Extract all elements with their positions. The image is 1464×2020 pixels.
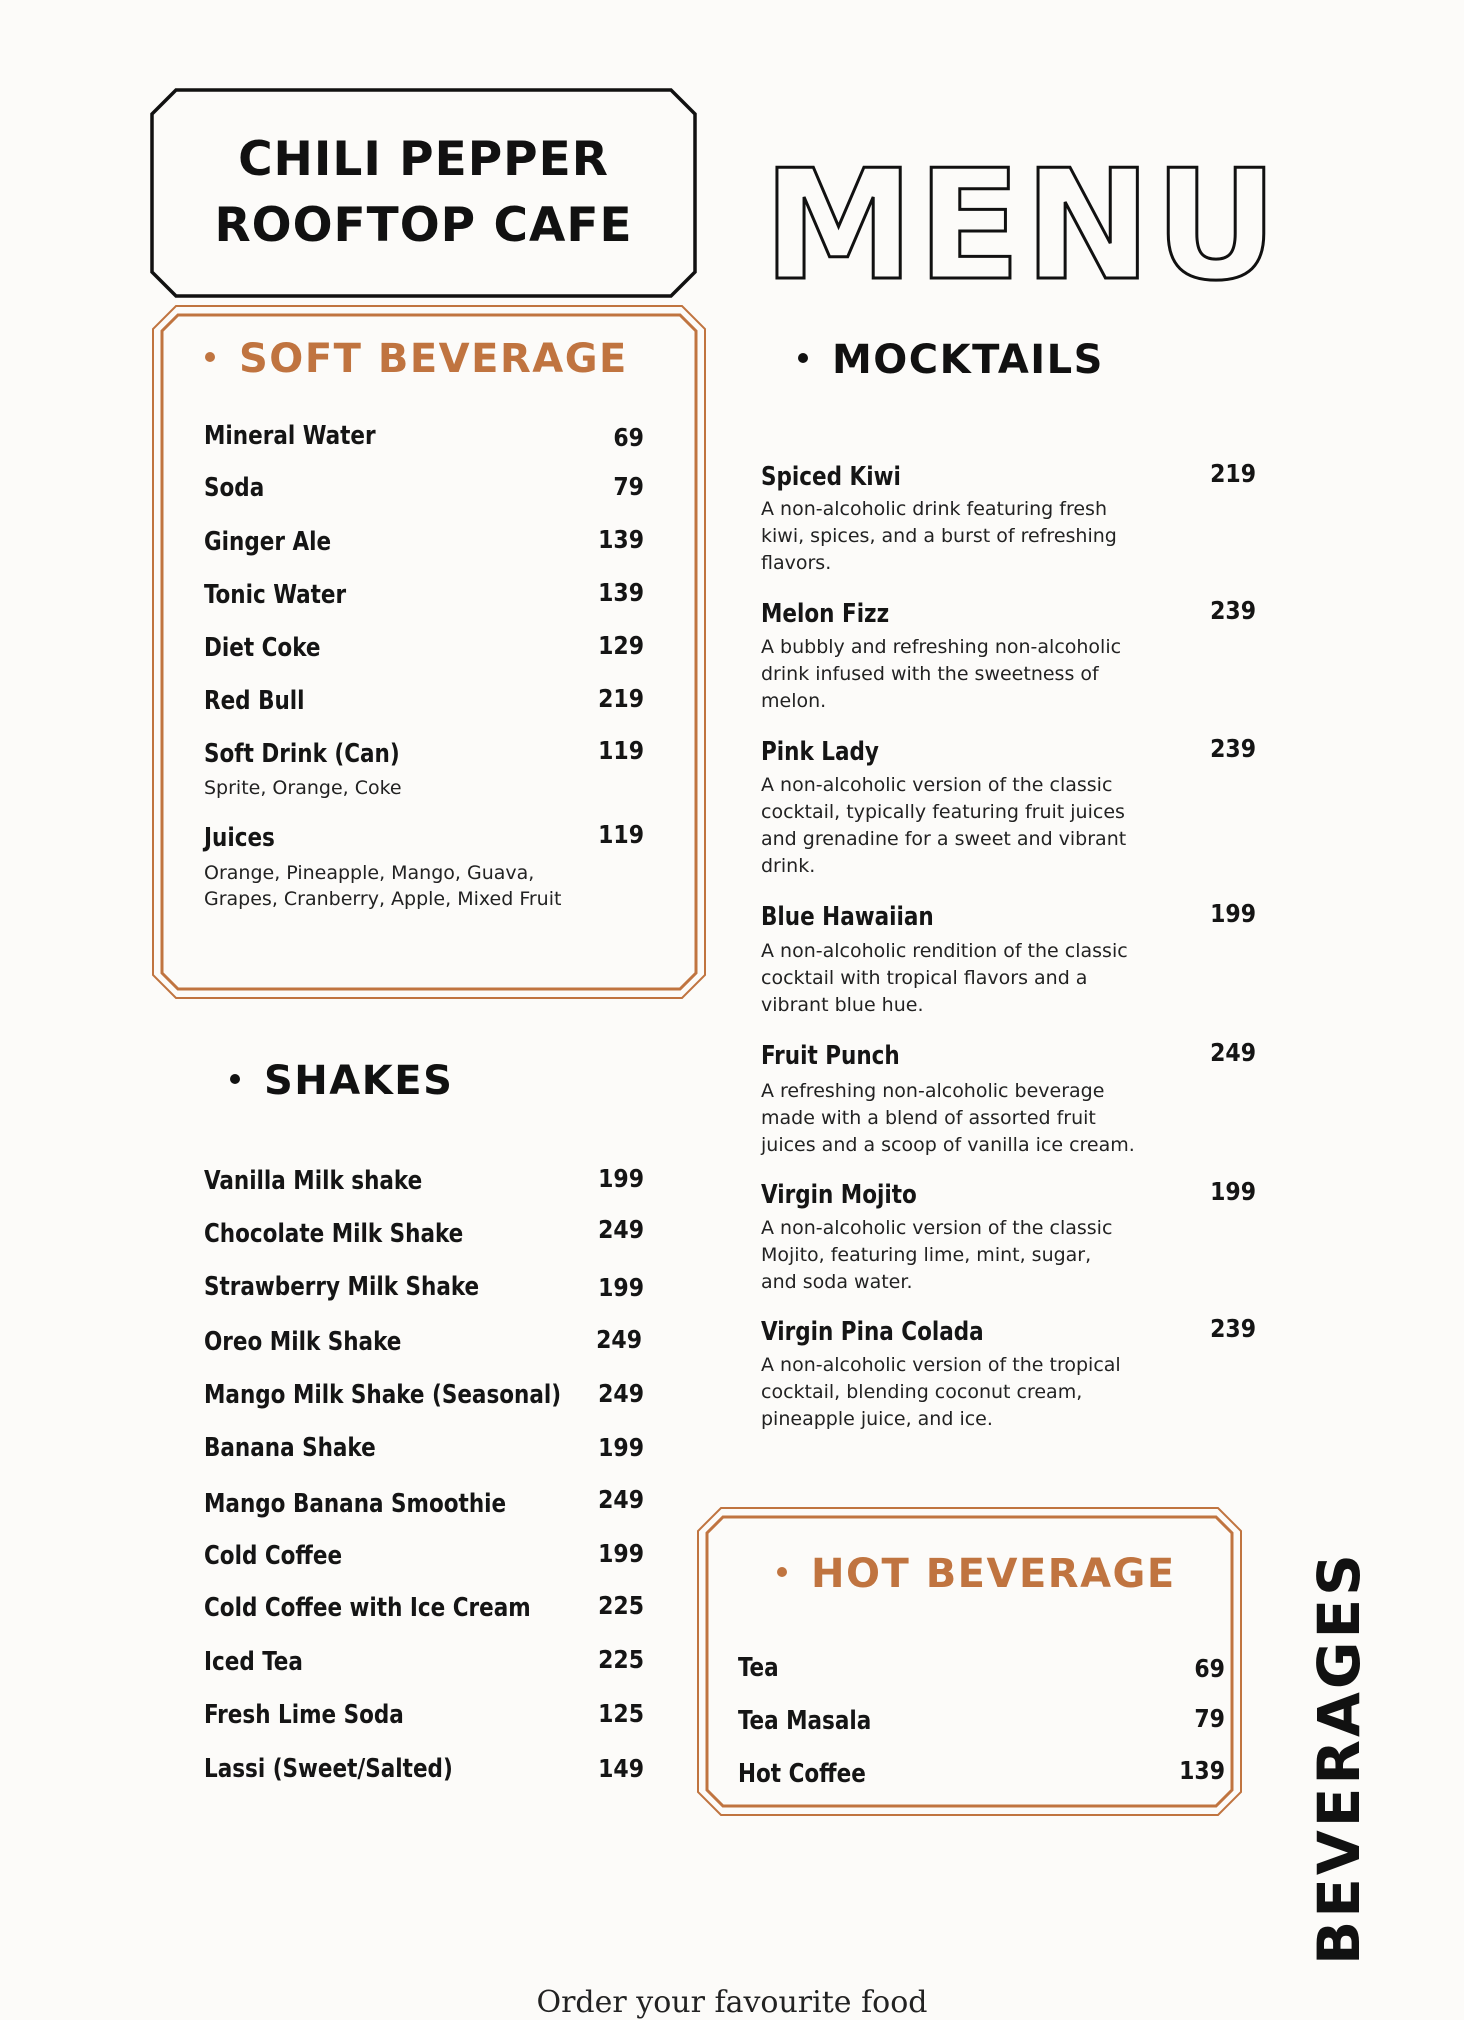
shake-item-name: Strawberry Milk Shake [204,1272,480,1302]
mocktail-description: A non-alcoholic version of the tropical cocktail, blending coconut cream, pineapple juice, and ice. [761,1354,1121,1430]
shake-item-price: 199 [598,1539,644,1568]
bullet-icon [205,352,215,362]
shake-item-price: 225 [598,1591,644,1620]
cafe-name-plaque [150,88,697,298]
soft-item-price: 139 [598,578,644,607]
mocktail-description: A non-alcoholic version of the classic cocktail, typically featuring fruit juices and grenadine for a sweet and vibrant drink. [761,774,1127,877]
mocktails-heading: MOCKTAILS [798,337,1104,383]
mocktail-name: Fruit Punch [761,1041,900,1071]
shake-item-name: Oreo Milk Shake [204,1327,402,1357]
soft-item-name: Mineral Water [204,421,376,451]
soft-item-price: 139 [598,525,644,554]
soft-beverage-heading: SOFT BEVERAGE [205,336,628,382]
mocktail-description: A non-alcoholic rendition of the classic cocktail with tropical flavors and a vibrant blue hue. [761,940,1128,1016]
menu-title: MENU [763,137,1281,314]
shake-item-price: 149 [598,1754,644,1783]
shake-item-price: 225 [598,1645,644,1674]
hot-item-name: Tea Masala [738,1706,872,1736]
mocktail-price: 219 [1210,459,1256,488]
soft-item-name: Red Bull [204,686,305,716]
hot-item-price: 79 [1194,1704,1225,1733]
soft-item-note: Grapes, Cranberry, Apple, Mixed Fruit [204,888,562,910]
soft-item-name: Juices [204,823,275,853]
cafe-name-line2: ROOFTOP CAFE [214,198,633,253]
shake-item-price: 199 [598,1164,644,1193]
soft-item-note: Sprite, Orange, Coke [204,777,402,799]
soft-item-name: Tonic Water [204,580,347,610]
mocktail-name: Virgin Mojito [761,1180,917,1210]
soft-item-price: 69 [613,423,644,452]
soft-item-name: Soda [204,473,265,503]
shake-item-name: Lassi (Sweet/Salted) [204,1754,453,1784]
shake-item-price: 249 [598,1215,644,1244]
mocktail-price: 239 [1210,734,1256,763]
mocktail-description: A non-alcoholic drink featuring fresh kiwi, spices, and a burst of refreshing flavors. [761,498,1117,574]
mocktail-name: Melon Fizz [761,599,890,629]
hot-item-price: 139 [1179,1756,1225,1785]
mocktail-name: Spiced Kiwi [761,462,901,492]
mocktail-description: A refreshing non-alcoholic beverage made with a blend of assorted fruit juices and a scoop of vanilla ice cream. [761,1080,1135,1156]
soft-item-name: Ginger Ale [204,527,332,557]
soft-item-price: 129 [598,631,644,660]
shake-item-price: 249 [598,1379,644,1408]
soft-item-price: 219 [598,684,644,713]
mocktail-price: 249 [1210,1038,1256,1067]
mocktail-description: A bubbly and refreshing non-alcoholic drink infused with the sweetness of melon. [761,636,1122,712]
soft-item-price: 119 [598,736,644,765]
mocktail-name: Virgin Pina Colada [761,1317,984,1347]
mocktail-price: 239 [1210,596,1256,625]
cafe-name-line1: CHILI PEPPER [238,132,609,187]
bullet-icon [798,353,808,363]
mocktail-name: Pink Lady [761,737,879,767]
shake-item-name: Cold Coffee [204,1541,343,1571]
soft-item-name: Diet Coke [204,633,321,663]
soft-item-note: Orange, Pineapple, Mango, Guava, [204,862,535,884]
soft-item-price: 119 [598,820,644,849]
soft-item-name: Soft Drink (Can) [204,739,400,769]
mocktail-price: 239 [1210,1314,1256,1343]
shake-item-price: 249 [596,1325,642,1354]
hot-item-price: 69 [1194,1654,1225,1683]
shake-item-name: Vanilla Milk shake [204,1166,423,1196]
mocktail-price: 199 [1210,1177,1256,1206]
shake-item-name: Iced Tea [204,1647,303,1677]
shake-item-price: 199 [598,1273,644,1302]
shake-item-name: Fresh Lime Soda [204,1700,404,1730]
shake-item-name: Cold Coffee with Ice Cream [204,1593,531,1623]
shake-item-name: Banana Shake [204,1433,376,1463]
shake-item-name: Mango Banana Smoothie [204,1489,507,1519]
hot-item-name: Hot Coffee [738,1759,866,1789]
shake-item-price: 249 [598,1485,644,1514]
beverages-side-label: BEVERAGES [1305,1551,1373,1965]
hot-beverage-heading: HOT BEVERAGE [777,1551,1176,1597]
bullet-icon [230,1074,240,1084]
shake-item-name: Mango Milk Shake (Seasonal) [204,1380,562,1410]
shake-item-price: 199 [598,1433,644,1462]
mocktail-description: A non-alcoholic version of the classic Mojito, featuring lime, mint, sugar, and soda water. [761,1217,1113,1293]
shakes-heading: SHAKES [230,1058,453,1104]
footer-tagline: Order your favourite food [536,1985,928,2020]
bullet-icon [777,1567,787,1577]
mocktail-name: Blue Hawaiian [761,902,934,932]
hot-item-name: Tea [738,1653,779,1683]
shake-item-price: 125 [598,1699,644,1728]
soft-item-price: 79 [613,472,644,501]
shake-item-name: Chocolate Milk Shake [204,1219,464,1249]
mocktail-price: 199 [1210,899,1256,928]
